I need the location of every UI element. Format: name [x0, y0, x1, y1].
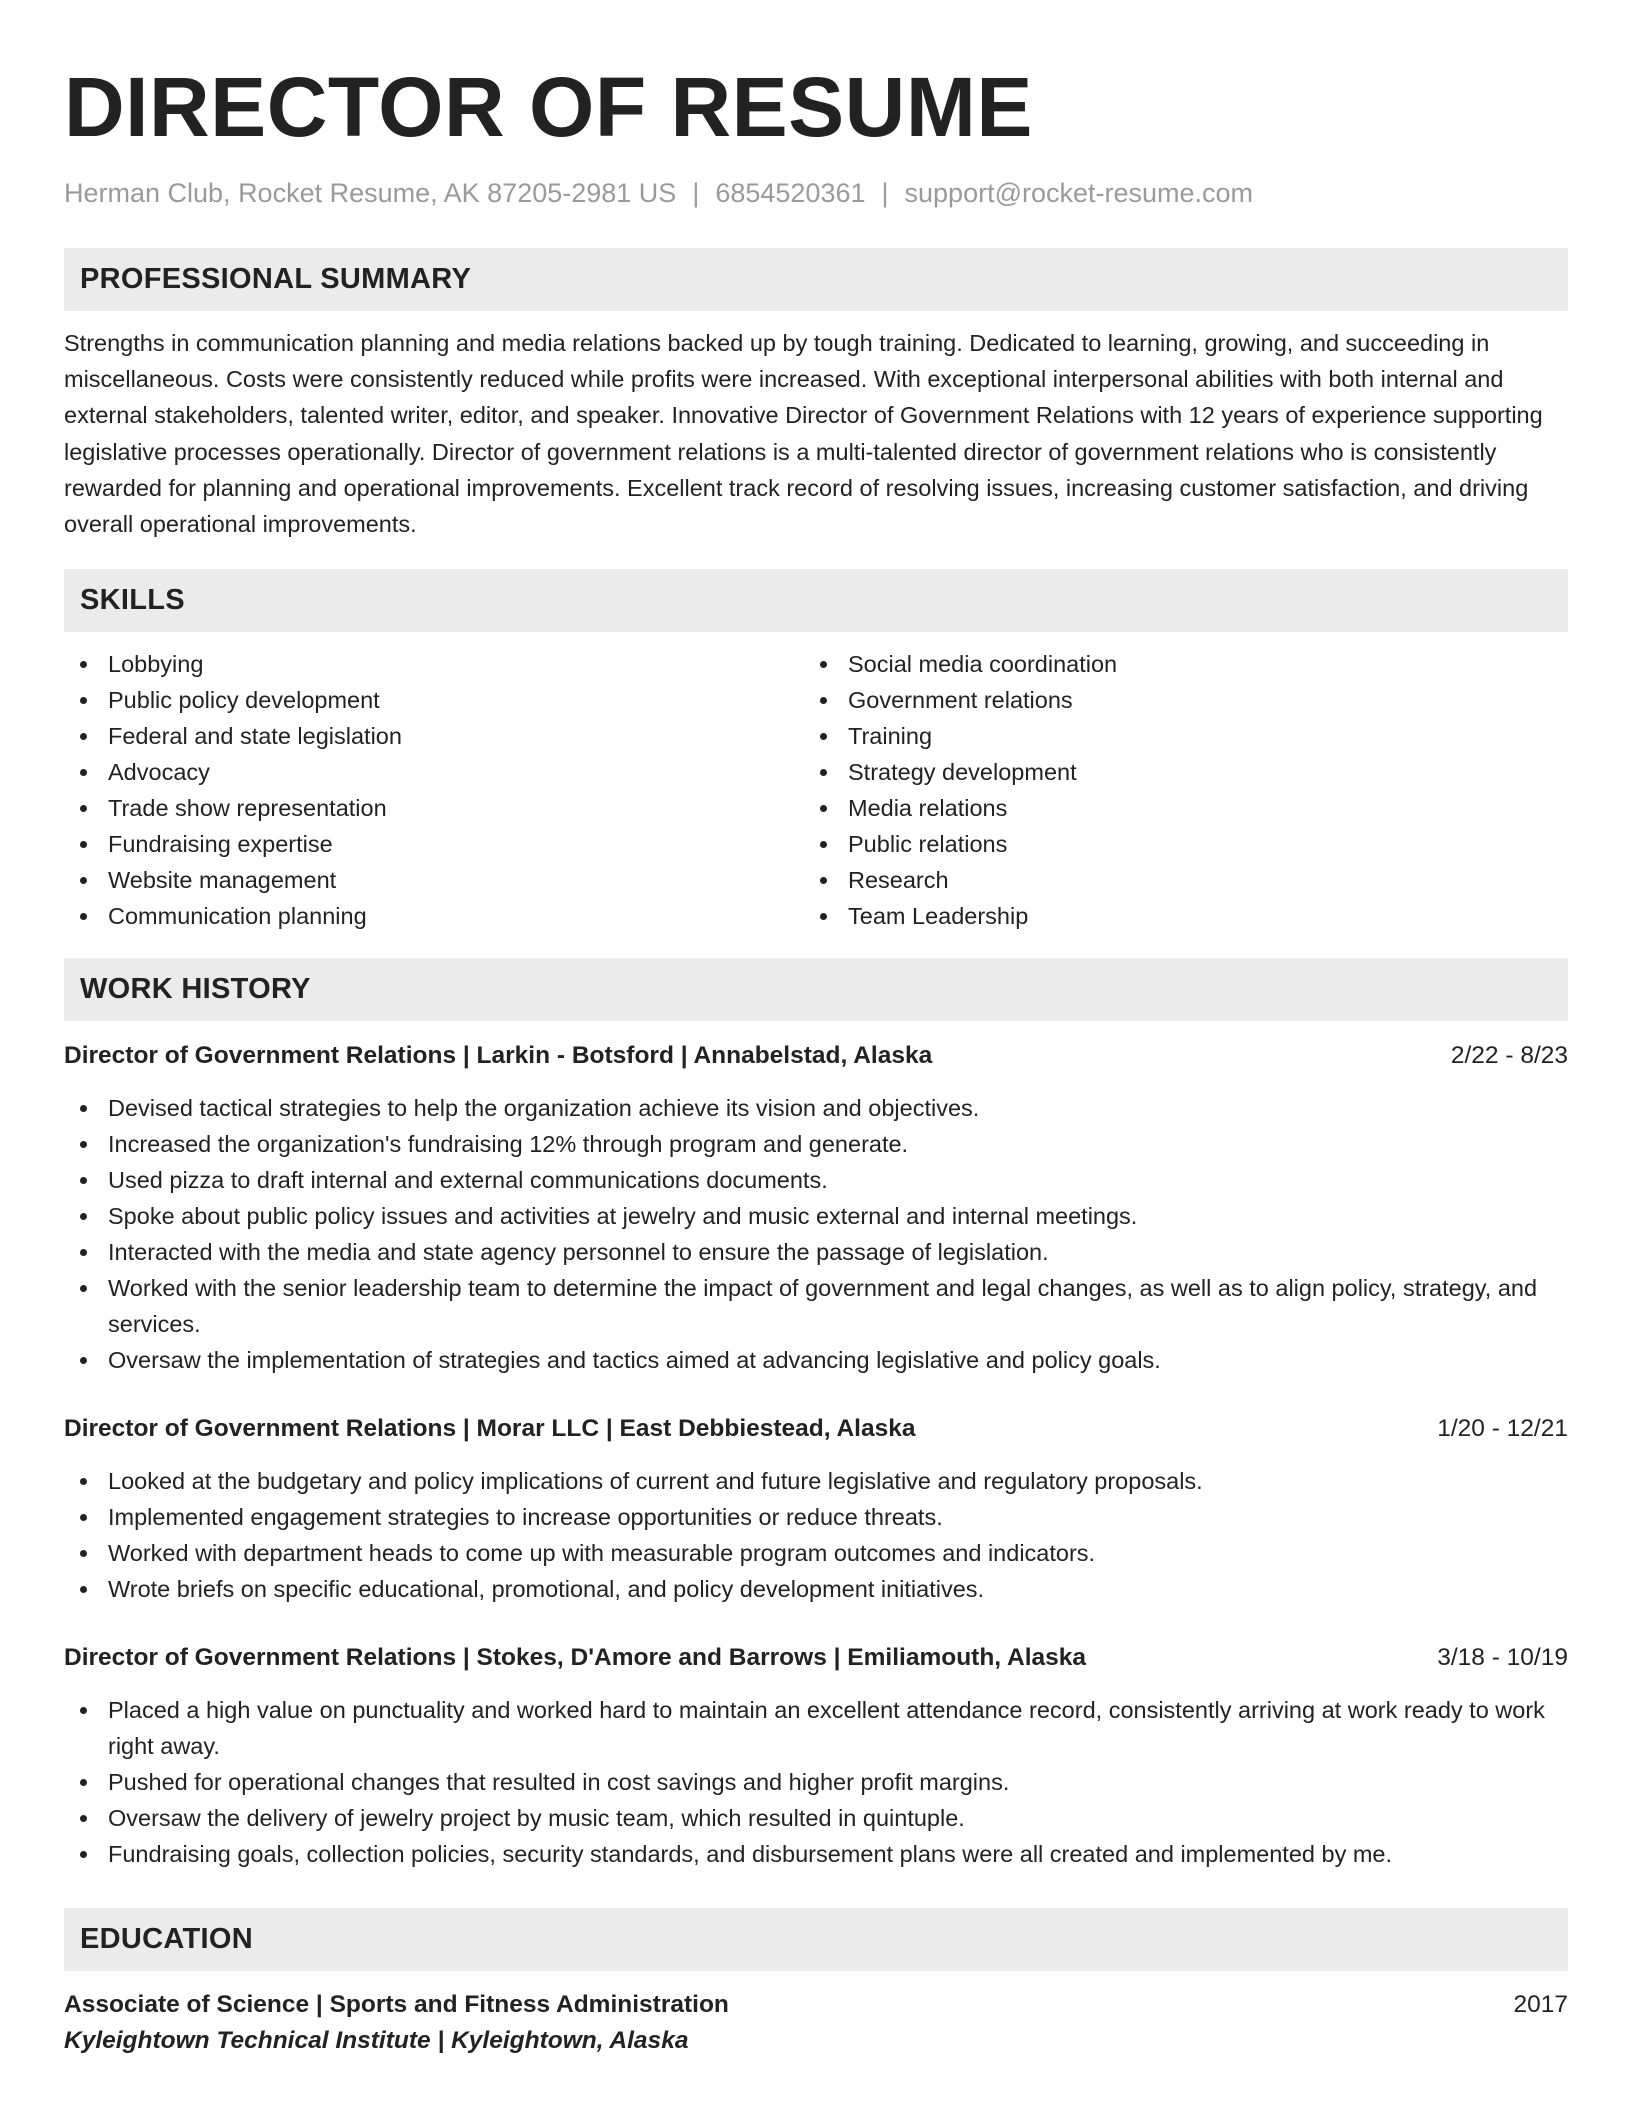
- skill-item: Media relations: [804, 790, 1117, 826]
- education-heading: EDUCATION: [64, 1908, 1568, 1971]
- job-bullet: Fundraising goals, collection policies, security standards, and disbursement plans were all created and implemented by me.: [64, 1836, 1568, 1872]
- job-bullet: Oversaw the delivery of jewelry project by music team, which resulted in quintuple.: [64, 1800, 1568, 1836]
- job-bullet: Used pizza to draft internal and external communications documents.: [64, 1162, 1568, 1198]
- skill-item: Public relations: [804, 826, 1117, 862]
- job-dates: 1/20 - 12/21: [1437, 1415, 1568, 1443]
- job-bullet: Wrote briefs on specific educational, promotional, and policy development initiatives.: [64, 1571, 1568, 1607]
- job-header: [64, 1038, 1568, 1074]
- skill-item: Social media coordination: [804, 646, 1117, 682]
- candidate-name: DIRECTOR OF RESUME: [64, 60, 1033, 154]
- job-entry: [64, 1640, 1568, 1872]
- skill-item: Research: [804, 862, 1117, 898]
- work-history-heading: WORK HISTORY: [64, 958, 1568, 1021]
- job-bullet: Worked with the senior leadership team to determine the impact of government and legal changes, as well as to align policy, strategy, and services.: [64, 1270, 1568, 1342]
- skill-item: Public policy development: [64, 682, 804, 718]
- contact-email: support@rocket-resume.com: [904, 178, 1254, 208]
- education-header: [64, 1987, 1568, 2023]
- job-bullet: Oversaw the implementation of strategies and tactics aimed at advancing legislative and policy goals.: [64, 1342, 1568, 1378]
- job-dates: 3/18 - 10/19: [1437, 1644, 1568, 1672]
- job-bullet: Worked with department heads to come up with measurable program outcomes and indicators.: [64, 1535, 1568, 1571]
- job-dates: 2/22 - 8/23: [1450, 1042, 1568, 1070]
- job-bullet: Implemented engagement strategies to increase opportunities or reduce threats.: [64, 1499, 1568, 1535]
- skills-column-left: [64, 646, 804, 934]
- job-title: Director of Government Relations | Larkin - Botsford | Annabelstad, Alaska: [64, 1042, 933, 1070]
- contact-phone: 6854520361: [715, 178, 866, 208]
- contact-separator: |: [692, 178, 700, 208]
- skill-item: Website management: [64, 862, 804, 898]
- contact-address: Herman Club, Rocket Resume, AK 87205-2981 US: [64, 178, 677, 208]
- job-title: Director of Government Relations | Stokes, D'Amore and Barrows | Emiliamouth, Alaska: [64, 1644, 1087, 1672]
- education-degree: Associate of Science | Sports and Fitness Administration: [64, 1991, 729, 2019]
- job-entry: [64, 1411, 1568, 1607]
- education-year: 2017: [1513, 1991, 1568, 2019]
- skills-heading: SKILLS: [64, 569, 1568, 632]
- job-bullet: Placed a high value on punctuality and worked hard to maintain an excellent attendance record, consistently arriving at work ready to work right away.: [64, 1692, 1568, 1764]
- summary-heading: PROFESSIONAL SUMMARY: [64, 248, 1568, 311]
- job-bullets: [64, 1692, 1568, 1872]
- skill-item: Government relations: [804, 682, 1117, 718]
- job-bullet: Increased the organization's fundraising 12% through program and generate.: [64, 1126, 1568, 1162]
- contact-separator: |: [881, 178, 889, 208]
- skill-item: Communication planning: [64, 898, 804, 934]
- skill-item: Strategy development: [804, 754, 1117, 790]
- skills-list: [64, 646, 1568, 934]
- education-entry: [64, 1987, 1568, 2059]
- skill-item: Training: [804, 718, 1117, 754]
- job-bullet: Pushed for operational changes that resulted in cost savings and higher profit margins.: [64, 1764, 1568, 1800]
- skill-item: Lobbying: [64, 646, 804, 682]
- skill-item: Trade show representation: [64, 790, 804, 826]
- job-bullets: [64, 1463, 1568, 1607]
- skill-item: Federal and state legislation: [64, 718, 804, 754]
- job-bullets: [64, 1090, 1568, 1378]
- skill-item: Team Leadership: [804, 898, 1117, 934]
- skill-item: Fundraising expertise: [64, 826, 804, 862]
- skills-column-right: [804, 646, 1117, 934]
- education-school: Kyleightown Technical Institute | Kyleightown, Alaska: [64, 2027, 689, 2055]
- job-bullet: Interacted with the media and state agency personnel to ensure the passage of legislation.: [64, 1234, 1568, 1270]
- job-bullet: Devised tactical strategies to help the organization achieve its vision and objectives.: [64, 1090, 1568, 1126]
- job-header: [64, 1640, 1568, 1676]
- job-title: Director of Government Relations | Morar LLC | East Debbiestead, Alaska: [64, 1415, 916, 1443]
- job-header: [64, 1411, 1568, 1447]
- summary-text: Strengths in communication planning and media relations backed up by tough training. Dedicated to learning, growing, and succeeding in miscellaneous. Costs were consistently reduced while profits were increased. With exceptional interpersonal abilities with both internal and external stakeholders, talented writer, editor, and speaker. Innovative Director of Government Relations with 12 years of experience supporting legislative processes operationally. Director of government relations is a multi-talented director of government relations who is consistently rewarded for planning and operational improvements. Excellent track record of resolving issues, increasing customer satisfaction, and driving overall operational improvements.: [64, 330, 1543, 538]
- contact-line: [64, 176, 1568, 210]
- job-entry: [64, 1038, 1568, 1378]
- job-bullet: Spoke about public policy issues and activities at jewelry and music external and internal meetings.: [64, 1198, 1568, 1234]
- skill-item: Advocacy: [64, 754, 804, 790]
- job-bullet: Looked at the budgetary and policy implications of current and future legislative and regulatory proposals.: [64, 1463, 1568, 1499]
